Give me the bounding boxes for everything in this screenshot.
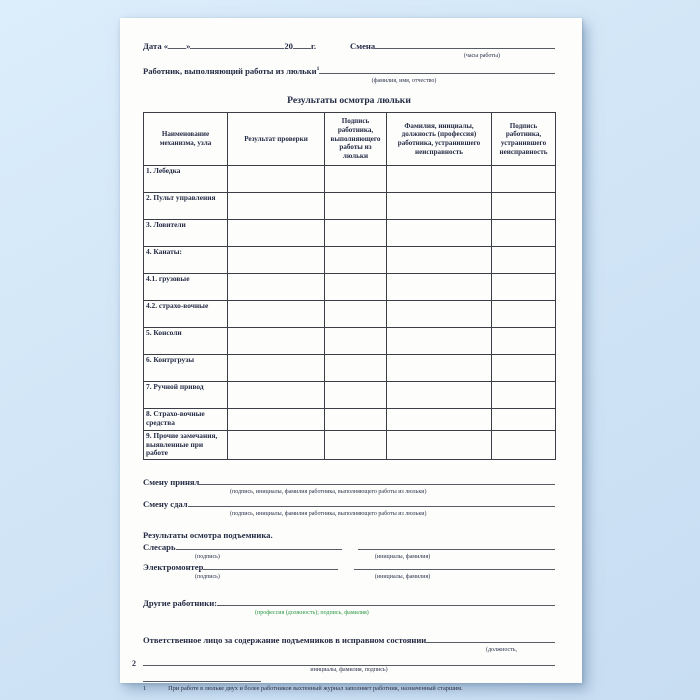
table-row xyxy=(144,301,556,328)
other-workers-hint: (профессия (должность); подпись, фамилия) xyxy=(255,609,369,616)
shift-accepted-label: Смену принял xyxy=(143,476,200,487)
inspection-table xyxy=(143,112,556,460)
electrician-signature-blank xyxy=(203,561,338,570)
responsible-block xyxy=(143,634,555,674)
empty-cell xyxy=(492,409,556,431)
form-page xyxy=(120,18,582,692)
row-label: 4. Канаты: xyxy=(144,247,228,274)
empty-cell xyxy=(228,382,325,409)
empty-cell xyxy=(492,166,556,193)
other-workers-label: Другие работники: xyxy=(143,597,218,608)
empty-cell xyxy=(325,431,387,460)
column-header: Фамилия, инициалы, должность (профессия) работника, устранившего неисправность xyxy=(387,113,492,166)
empty-cell xyxy=(228,247,325,274)
table-row xyxy=(144,274,556,301)
row-label: 3. Ловители xyxy=(144,220,228,247)
footnote-mark: 1 xyxy=(143,684,147,692)
empty-cell xyxy=(387,355,492,382)
column-header: Наименование механизма, узла xyxy=(144,113,228,166)
footnote-ref: 1 xyxy=(316,66,320,73)
table-row xyxy=(144,166,556,193)
year-prefix: 20 xyxy=(284,41,293,51)
other-workers-block xyxy=(143,597,555,617)
empty-cell xyxy=(387,301,492,328)
empty-cell xyxy=(492,431,556,460)
date-shift-row xyxy=(143,40,555,52)
empty-cell xyxy=(228,166,325,193)
table-row xyxy=(144,247,556,274)
other-workers-blank xyxy=(217,597,555,606)
table-body xyxy=(144,166,556,460)
electrician-signature-hint: (подпись) xyxy=(195,573,220,580)
shift-accepted-blank xyxy=(199,476,555,485)
empty-cell xyxy=(492,274,556,301)
electrician-name-blank xyxy=(354,561,555,570)
footnote-text: При работе в люльке двух и более работников вахтенный журнал заполняет работник, назначенный старшим. xyxy=(168,684,463,692)
empty-cell xyxy=(492,382,556,409)
form-title: Результаты осмотра люльки xyxy=(287,95,411,106)
table-row xyxy=(144,382,556,409)
empty-cell xyxy=(387,274,492,301)
row-label: 8. Страхо-вочные средства xyxy=(144,409,228,431)
form-content xyxy=(143,40,555,693)
empty-cell xyxy=(228,220,325,247)
table-row xyxy=(144,328,556,355)
empty-cell xyxy=(228,193,325,220)
empty-cell xyxy=(325,382,387,409)
row-label: 5. Консоли xyxy=(144,328,228,355)
row-label: 9. Прочие замечания, выявленные при работе xyxy=(144,431,228,460)
empty-cell xyxy=(325,166,387,193)
empty-cell xyxy=(228,431,325,460)
table-row xyxy=(144,409,556,431)
empty-cell xyxy=(325,274,387,301)
empty-cell xyxy=(325,355,387,382)
hoist-inspection-title: Результаты осмотра подъемника. xyxy=(143,529,273,540)
empty-cell xyxy=(387,220,492,247)
responsible-hint-position: (должность, xyxy=(486,646,517,653)
shift-handed-label: Смену сдал xyxy=(143,498,188,509)
worker-blank xyxy=(316,65,555,74)
worker-hint: (фамилия, имя, отчество) xyxy=(371,78,437,84)
empty-cell xyxy=(492,193,556,220)
electrician-label: Электромонтер xyxy=(143,561,204,572)
row-label: 4.1. грузовые xyxy=(144,274,228,301)
footnote xyxy=(143,684,555,693)
row-label: 6. Контргрузы xyxy=(144,355,228,382)
shift-accepted-hint: (подпись, инициалы, фамилия работника, выполняющего работы из люльки) xyxy=(230,488,427,495)
shift-hint: (часы работы) xyxy=(463,53,500,59)
row-label: 7. Ручной привод xyxy=(144,382,228,409)
row-label: 1. Лебедка xyxy=(144,166,228,193)
worker-label: Работник, выполняющий работы из люльки$^1$ xyxy=(143,66,320,76)
electrician-block xyxy=(143,561,555,581)
column-header: Подпись работника, выполняющего работы из люльки xyxy=(325,113,387,166)
responsible-blank-1 xyxy=(426,634,555,643)
empty-cell xyxy=(387,409,492,431)
worker-row xyxy=(143,65,555,77)
empty-cell xyxy=(387,328,492,355)
table-header-row xyxy=(144,113,556,166)
empty-cell xyxy=(228,301,325,328)
empty-cell xyxy=(387,193,492,220)
empty-cell xyxy=(325,409,387,431)
responsible-hint-name: инициалы, фамилия, подпись) xyxy=(310,666,388,673)
page-number: 2 xyxy=(132,659,136,668)
shift-accepted-block xyxy=(143,476,555,496)
shift-handed-blank xyxy=(188,498,555,507)
column-header: Результат проверки xyxy=(228,113,325,166)
empty-cell xyxy=(492,328,556,355)
table-row xyxy=(144,355,556,382)
empty-cell xyxy=(492,355,556,382)
footnote-rule xyxy=(143,681,261,682)
shift-handed-block xyxy=(143,498,555,518)
responsible-label: Ответственное лицо за содержание подъемников в исправном состоянии xyxy=(143,634,427,645)
date-day-blank xyxy=(168,40,186,49)
empty-cell xyxy=(387,431,492,460)
year-suffix: г. xyxy=(310,41,317,51)
shift-handed-hint: (подпись, инициалы, фамилия работника, выполняющего работы из люльки) xyxy=(230,510,427,517)
empty-cell xyxy=(387,166,492,193)
empty-cell xyxy=(325,328,387,355)
table-row xyxy=(144,193,556,220)
empty-cell xyxy=(325,220,387,247)
mechanic-block xyxy=(143,541,555,561)
date-label: Дата « xyxy=(143,41,169,51)
row-label: 2. Пульт управления xyxy=(144,193,228,220)
empty-cell xyxy=(387,247,492,274)
table-row xyxy=(144,220,556,247)
empty-cell xyxy=(325,301,387,328)
empty-cell xyxy=(387,382,492,409)
empty-cell xyxy=(228,355,325,382)
empty-cell xyxy=(325,247,387,274)
electrician-initials-hint: (инициалы, фамилия) xyxy=(374,573,431,580)
column-header: Подпись работника, устранившего неисправность xyxy=(492,113,556,166)
date-year-blank xyxy=(293,40,311,49)
mechanic-name-blank xyxy=(358,541,556,550)
empty-cell xyxy=(228,274,325,301)
empty-cell xyxy=(492,301,556,328)
date-close-quote: » xyxy=(186,41,191,51)
mechanic-label: Слесарь xyxy=(143,541,176,552)
table-row xyxy=(144,431,556,460)
mechanic-signature-hint: (подпись) xyxy=(195,553,220,560)
mechanic-initials-hint: (инициалы, фамилия) xyxy=(374,553,431,560)
empty-cell xyxy=(228,409,325,431)
empty-cell xyxy=(325,193,387,220)
empty-cell xyxy=(492,220,556,247)
shift-blank xyxy=(375,40,555,49)
shift-label: Смена xyxy=(350,41,376,51)
row-label: 4.2. страхо-вочные xyxy=(144,301,228,328)
empty-cell xyxy=(492,247,556,274)
empty-cell xyxy=(228,328,325,355)
mechanic-signature-blank xyxy=(176,541,342,550)
date-month-blank xyxy=(190,40,284,49)
